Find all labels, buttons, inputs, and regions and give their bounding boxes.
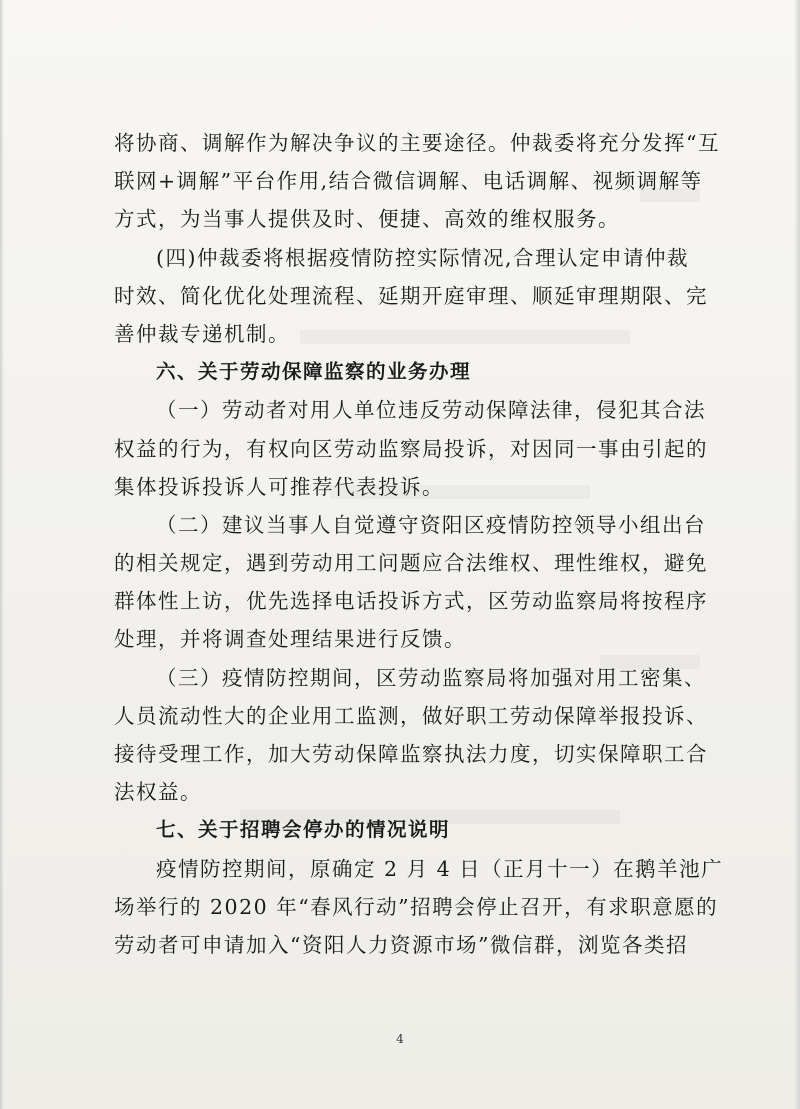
paragraph-line: (四)仲裁委将根据疫情防控实际情况,合理认定申请仲裁 [156,245,690,270]
paragraph-line: 时效、简化优化处理流程、延期开庭审理、顺延审理期限、完 [114,283,708,308]
section-heading: 七、关于招聘会停办的情况说明 [156,818,451,842]
paragraph-line: 法权益。 [114,780,202,805]
paragraph-line: 人员流动性大的企业用工监测，做好职工劳动保障举报投诉、 [114,703,708,728]
paragraph-line: 方式，为当事人提供及时、便捷、高效的维权服务。 [114,207,620,232]
paragraph-line: 劳动者可申请加入“资阳人力资源市场”微信群，浏览各类招 [114,932,688,957]
paragraph-line: 处理，并将调查处理结果进行反馈。 [114,627,466,652]
paragraph-line: （一）劳动者对用人单位违反劳动保障法律，侵犯其合法 [156,398,706,423]
paragraph-line: 将协商、调解作为解决争议的主要途径。仲裁委将充分发挥“互 [114,131,720,155]
paragraph-line: 的相关规定，遇到劳动用工问题应合法维权、理性维权，避免 [114,551,708,576]
paragraph-line: 接待受理工作，加大劳动保障监察执法力度，切实保障职工合 [114,742,708,766]
page-number: 4 [396,1032,404,1046]
scan-edge-right [794,0,800,1109]
scan-edge-left [0,0,4,1109]
paragraph-line: 疫情防控期间，原确定 2 月 4 日（正月十一）在鹅羊池广 [156,856,724,881]
paragraph-line: （三）疫情防控期间，区劳动监察局将加强对用工密集、 [156,665,706,690]
paragraph-line: 集体投诉投诉人可推荐代表投诉。 [114,474,444,499]
body-text [114,124,724,964]
paragraph-line: 善仲裁专递机制。 [114,321,290,346]
paragraph-line: 联网+调解”平台作用,结合微信调解、电话调解、视频调解等 [114,169,703,194]
paragraph-line: 场举行的 2020 年“春风行动”招聘会停止召开，有求职意愿的 [114,894,719,919]
paragraph-line: 群体性上访，优先选择电话投诉方式，区劳动监察局将按程序 [114,589,708,614]
paragraph-line: （二）建议当事人自觉遵守资阳区疫情防控领导小组出台 [156,512,706,537]
paragraph-line: 权益的行为，有权向区劳动监察局投诉，对因同一事由引起的 [114,436,708,461]
section-heading: 六、关于劳动保障监察的业务办理 [156,360,472,384]
